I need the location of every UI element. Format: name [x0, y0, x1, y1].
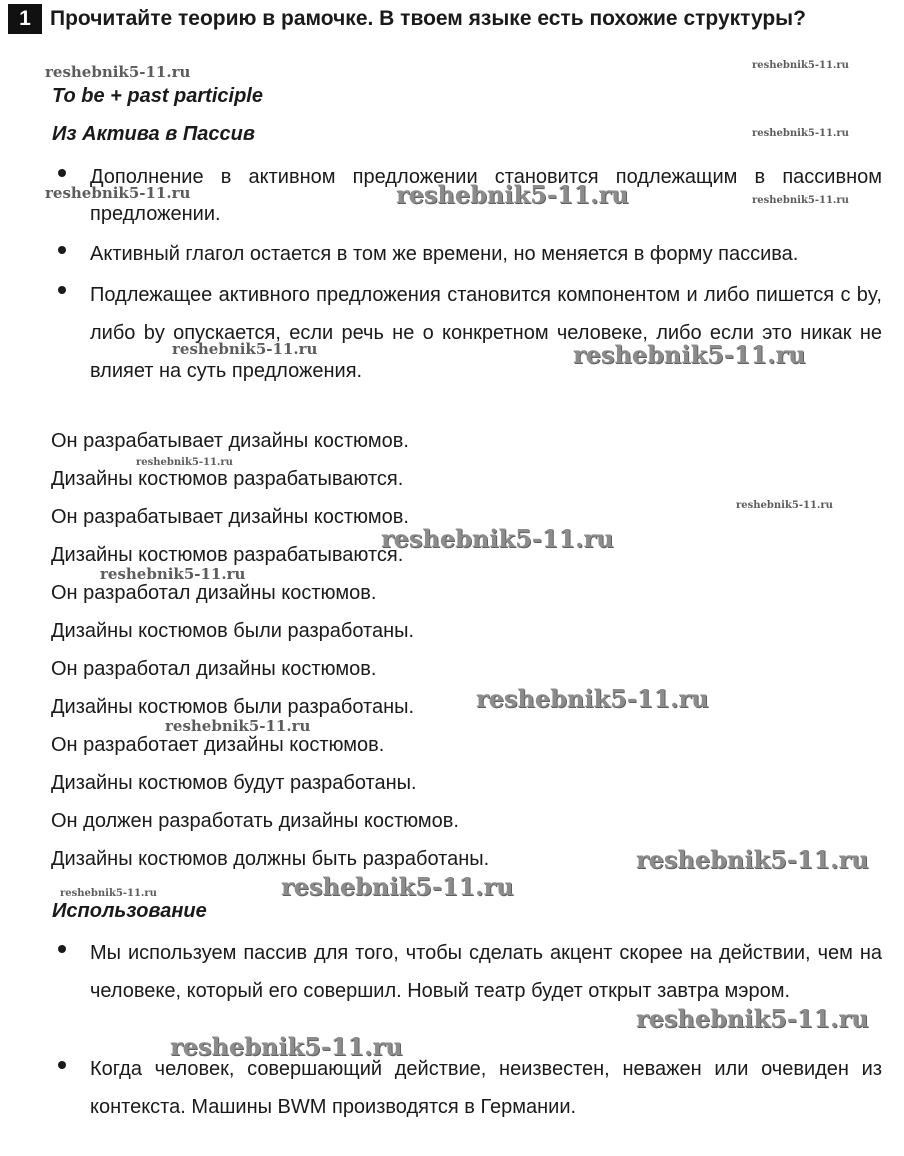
- watermark-text: reshebnik5-11.ru: [45, 63, 191, 81]
- example-line: Дизайны костюмов будут разработаны.: [51, 772, 417, 794]
- example-line: Он разработал дизайны костюмов.: [51, 582, 377, 604]
- example-line: Дизайны костюмов были разработаны.: [51, 620, 415, 642]
- watermark-text: reshebnik5-11.ru: [752, 195, 849, 206]
- example-line: Дизайны костюмов разрабатываются.: [51, 544, 404, 566]
- watermark-text: reshebnik5-11.ru: [636, 845, 869, 874]
- usage-heading: Использование: [52, 900, 207, 922]
- watermark-text: reshebnik5-11.ru: [60, 888, 157, 899]
- bullet-icon: [58, 169, 66, 177]
- bullet-icon: [58, 945, 66, 953]
- watermark-text: reshebnik5-11.ru: [396, 180, 629, 209]
- watermark-text: reshebnik5-11.ru: [381, 524, 614, 553]
- theory-heading: To be + past participle: [52, 85, 263, 107]
- watermark-text: reshebnik5-11.ru: [752, 128, 849, 139]
- theory-subheading: Из Актива в Пассив: [52, 123, 255, 145]
- example-line: Он разрабатывает дизайны костюмов.: [51, 430, 409, 452]
- example-line: Он разработает дизайны костюмов.: [51, 734, 385, 756]
- task-number-badge: 1: [8, 4, 42, 34]
- theory-bullet-1: Дополнение в активном предложении становится подлежащим в пассивном предложении.: [90, 166, 882, 225]
- watermark-text: reshebnik5-11.ru: [752, 60, 849, 71]
- watermark-text: reshebnik5-11.ru: [165, 717, 311, 735]
- watermark-text: reshebnik5-11.ru: [136, 457, 233, 468]
- watermark-text: reshebnik5-11.ru: [172, 340, 318, 358]
- bullet-icon: [58, 1061, 66, 1069]
- watermark-text: reshebnik5-11.ru: [476, 684, 709, 713]
- watermark-text: reshebnik5-11.ru: [170, 1032, 403, 1061]
- task-title: Прочитайте теорию в рамочке. В твоем языке есть похожие структуры?: [50, 7, 806, 30]
- example-line: Он должен разработать дизайны костюмов.: [51, 810, 459, 832]
- watermark-text: reshebnik5-11.ru: [281, 872, 514, 901]
- usage-bullet-1: Мы используем пассив для того, чтобы сделать акцент скорее на действии, чем на человеке, который его совершил. Новый театр будет открыт завтра мэром.: [90, 942, 882, 1002]
- example-line: Он разрабатывает дизайны костюмов.: [51, 506, 409, 528]
- watermark-text: reshebnik5-11.ru: [573, 340, 806, 369]
- watermark-text: reshebnik5-11.ru: [100, 565, 246, 583]
- watermark-text: reshebnik5-11.ru: [736, 500, 833, 511]
- example-line: Дизайны костюмов разрабатываются.: [51, 468, 404, 490]
- theory-bullet-2: Активный глагол остается в том же времени, но меняется в форму пассива.: [90, 243, 799, 265]
- example-line: Дизайны костюмов были разработаны.: [51, 696, 415, 718]
- bullet-icon: [58, 286, 66, 294]
- example-line: Дизайны костюмов должны быть разработаны.: [51, 848, 490, 870]
- usage-bullet-2: Когда человек, совершающий действие, неизвестен, неважен или очевиден из контекста. Машины BWM производятся в Германии.: [90, 1058, 882, 1118]
- bullet-icon: [58, 246, 66, 254]
- watermark-text: reshebnik5-11.ru: [45, 184, 191, 202]
- watermark-text: reshebnik5-11.ru: [636, 1004, 869, 1033]
- example-line: Он разработал дизайны костюмов.: [51, 658, 377, 680]
- theory-bullet-3: Подлежащее активного предложения становится компонентом и либо пишется с by, либо by опускается, если речь не о конкретном человеке, либо если это никак не влияет на суть предложения.: [90, 284, 882, 382]
